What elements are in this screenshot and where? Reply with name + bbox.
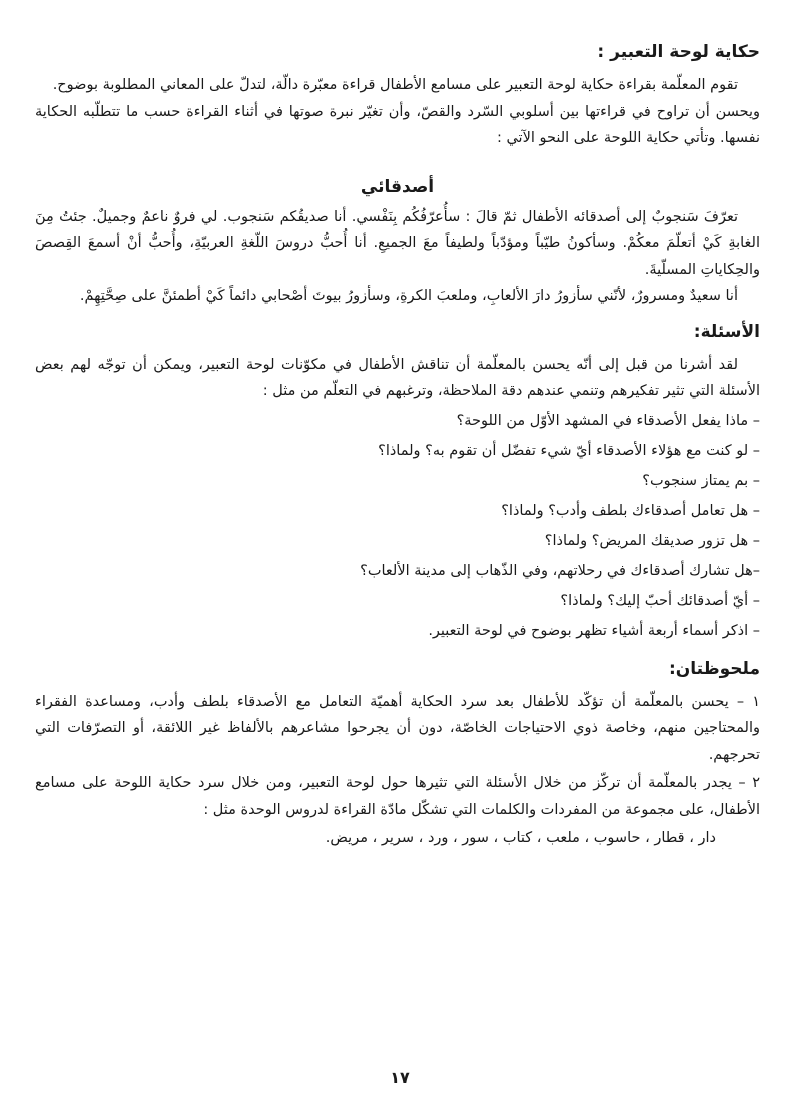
story-instructions-paragraph-1: تقوم المعلّمة بقراءة حكاية لوحة التعبير على مسامع الأطفال قراءة معبّرة دالّة، لتدلّ على المعاني المطلوبة بوضوح. (52, 77, 738, 93)
page-number: ١٧ (390, 1068, 410, 1087)
story-paragraph-2: أنا سعيدٌ ومسرورٌ، لأنّني سأزورُ دارَ الألعابِ، وملعبَ الكرةِ، وسأزورُ بيوتَ أصْحابي دائماً كَيْ أطمئنَّ على صِحَّتِهِمْ. (79, 288, 738, 304)
story-paragraph-1: تعرّفَ سَنجوبٌ إلى أصدقائه الأطفال ثمّ قالَ : سأُعرّفُكُم بِنَفْسي. أنا صديقُكم سَنجوب. لي فروٌ ناعمٌ وجميلٌ. جئتُ مِنَ الغابةِ كَيْ أتعلّمَ معكُمْ. وسأكونُ طيّباً ومؤدّباً ولطيفاً معَ الجميعِ. أنا أُحبُّ دروسَ اللّغةِ العربيّةِ، وأُحبُّ أنْ أسمعَ القِصصَ والحِكاياتِ المسلّيةَ. (35, 208, 760, 278)
story-instructions-paragraph-2: ويحسن أن تراوح في قراءتها بين أسلوبي السّرد والقصّ، وأن تغيّر نبرة صوتها في أثناء القراءة حسب ما تتطلّبه الحكاية نفسها. وتأتي حكاية اللوحة على النحو الآتي : (35, 103, 760, 146)
notes-section (35, 657, 760, 852)
question-item: – اذكر أسماء أربعة أشياء تظهر بوضوح في لوحة التعبير. (428, 622, 760, 639)
note-1: ١ – يحسن بالمعلّمة أن تؤكّد للأطفال بعد سرد الحكاية أهميّة التعامل مع الأصدقاء بلطف وأدب، ومساعدة الفقراء والمحتاجين منهم، وخاصة ذوي الاحتياجات الخاصّة، دون أن يجرحوا مشاعرهم بالألفاظ غير اللائقة، أو التصرّفات التي تحرجهم. (35, 693, 760, 763)
question-item: – أيّ أصدقائك أحبّ إليك؟ ولماذا؟ (560, 592, 760, 609)
document-page (35, 40, 760, 851)
notes-heading: ملحوظتان: (668, 658, 760, 679)
story-title: أصدقائي (360, 176, 435, 197)
questions-heading: الأسئلة: (693, 321, 760, 342)
note-2: ٢ – يجدر بالمعلّمة أن تركّز من خلال الأسئلة التي تثيرها حول لوحة التعبير، ومن خلال سرد حكاية اللوحة على مسامع الأطفال، على مجموعة من المفردات والكلمات التي تشكّل مادّة القراءة لدروس الوحدة مثل : (35, 775, 760, 818)
story-section (35, 40, 760, 152)
questions-intro: لقد أشرنا من قبل إلى أنّه يحسن بالمعلّمة أن تناقش الأطفال في مكوّنات لوحة التعبير، ويمكن أن توجّه لهم بعض الأسئلة التي تثير تفكيرهم وتنمي عندهم دقة الملاحظة، وترغبهم في التعلّم من مثل : (35, 356, 760, 399)
story-text-section (35, 174, 760, 310)
question-item: – هل تزور صديقك المريض؟ ولماذا؟ (544, 532, 760, 549)
question-item: –هل تشارك أصدقاءك في رحلاتهم، وفي الذّهاب إلى مدينة الألعاب؟ (360, 562, 760, 579)
questions-section (35, 320, 760, 644)
question-item: – ماذا يفعل الأصدقاء في المشهد الأوّل من اللوحة؟ (456, 412, 760, 429)
question-item: – لو كنت مع هؤلاء الأصدقاء أيّ شيء تفضّل أن تقوم به؟ ولماذا؟ (378, 442, 760, 459)
story-section-heading: حكاية لوحة التعبير : (597, 42, 760, 62)
question-item: – هل تعامل أصدقاءك بلطف وأدب؟ ولماذا؟ (501, 502, 760, 519)
vocabulary-words: دار ، قطار ، حاسوب ، ملعب ، كتاب ، سور ، ورد ، سرير ، مريض. (325, 830, 716, 846)
question-item: – بم يمتاز سنجوب؟ (642, 472, 760, 489)
